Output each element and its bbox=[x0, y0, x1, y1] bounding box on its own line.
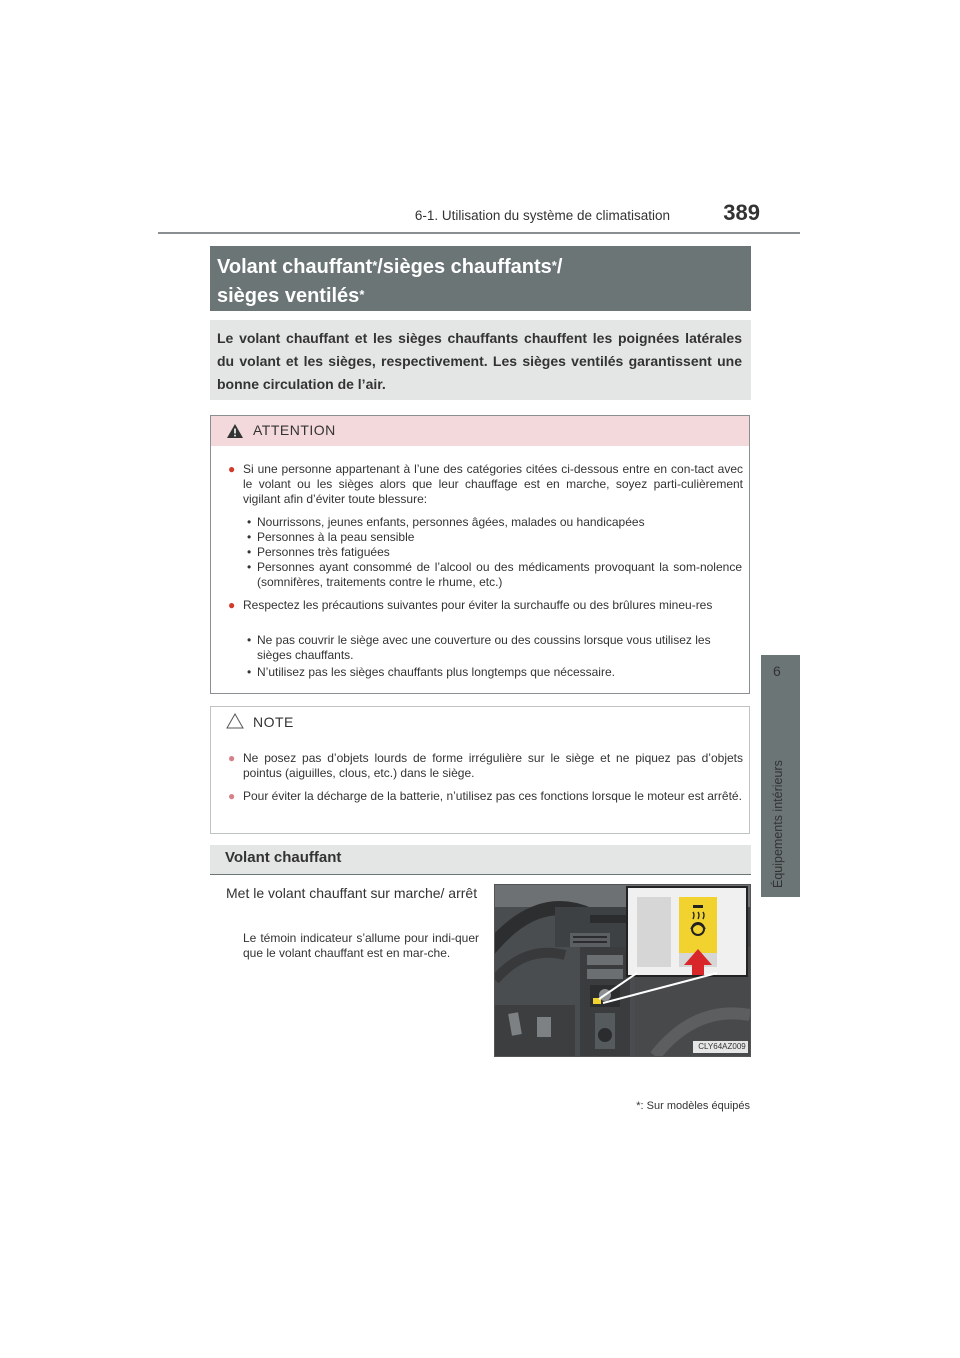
bullet-dot: ● bbox=[228, 789, 236, 803]
dashboard-photo bbox=[494, 884, 751, 1057]
attention-sub-item: Personnes très fatiguées bbox=[257, 545, 390, 559]
attention-sub-item: Personnes à la peau sensible bbox=[257, 530, 415, 544]
attention-sub-item: Nourrissons, jeunes enfants, personnes âgées, malades ou handicapées bbox=[257, 515, 645, 529]
attention-sub-item: Personnes ayant consommé de l’alcool ou des médicaments provoquant la som-nolence (somnifères, traitements contre le rhume, etc.) bbox=[257, 560, 742, 589]
attention-sub-item: N’utilisez pas les sièges chauffants plus longtemps que nécessaire. bbox=[257, 665, 615, 679]
note-bullet-1: Ne posez pas d’objets lourds de forme irrégulière sur le siège et ne piquez pas d’objets pointus (aiguilles, clous, etc.) dans le siège. bbox=[243, 751, 743, 780]
page-title: Volant chauffant*/sièges chauffants*/ sièges ventilés* bbox=[217, 256, 563, 307]
section-subtext: Le témoin indicateur s’allume pour indi-quer que le volant chauffant est en mar-che. bbox=[243, 931, 479, 960]
intro-text: Le volant chauffant et les sièges chauffants chauffent les poignées latérales du volant et les sièges, respectivement. Les sièges ventilés garantissent une bonne circulation de l’air. bbox=[217, 330, 742, 392]
bullet-dot: ● bbox=[228, 598, 236, 612]
chapter-number: 6 bbox=[773, 663, 781, 679]
attention-bullet-2: Respectez les précautions suivantes pour éviter la surchauffe ou des brûlures mineu-res bbox=[243, 598, 713, 612]
footnote-star: * bbox=[636, 1100, 641, 1112]
note-bullet-2: Pour éviter la décharge de la batterie, n’utilisez pas ces fonctions lorsque le moteur est arrêté. bbox=[243, 789, 742, 803]
attention-bullet-1: Si une personne appartenant à l’une des catégories citées ci-dessous entre en con-tact avec le volant ou les sièges alors que leur chauffage est en marche, soyez parti-culièrement vigilant afin d’éviter toute blessure: bbox=[243, 462, 743, 506]
header-rule bbox=[158, 232, 800, 234]
section-body: Met le volant chauffant sur marche/ arrêt bbox=[226, 885, 478, 901]
attention-title: ATTENTION bbox=[253, 422, 336, 438]
page-number: 389 bbox=[723, 200, 760, 225]
note-triangle-icon bbox=[226, 713, 244, 729]
section-rule bbox=[210, 874, 751, 875]
dashboard-illustration bbox=[495, 885, 750, 1056]
attention-sub-item: Ne pas couvrir le siège avec une couverture ou des coussins lorsque vous utilisez les sièges chauffants. bbox=[257, 633, 711, 662]
running-header: 6-1. Utilisation du système de climatisation bbox=[414, 208, 670, 223]
note-title: NOTE bbox=[253, 714, 294, 730]
bullet-dot: ● bbox=[228, 462, 236, 476]
warning-triangle-icon bbox=[226, 423, 244, 439]
chapter-label: Équipements intérieurs bbox=[771, 760, 785, 888]
bullet-dot: ● bbox=[228, 751, 236, 765]
image-code: CLY64AZ009 bbox=[698, 1042, 746, 1051]
footnote: *: Sur modèles équipés bbox=[636, 1100, 750, 1112]
section-title: Volant chauffant bbox=[225, 849, 342, 866]
